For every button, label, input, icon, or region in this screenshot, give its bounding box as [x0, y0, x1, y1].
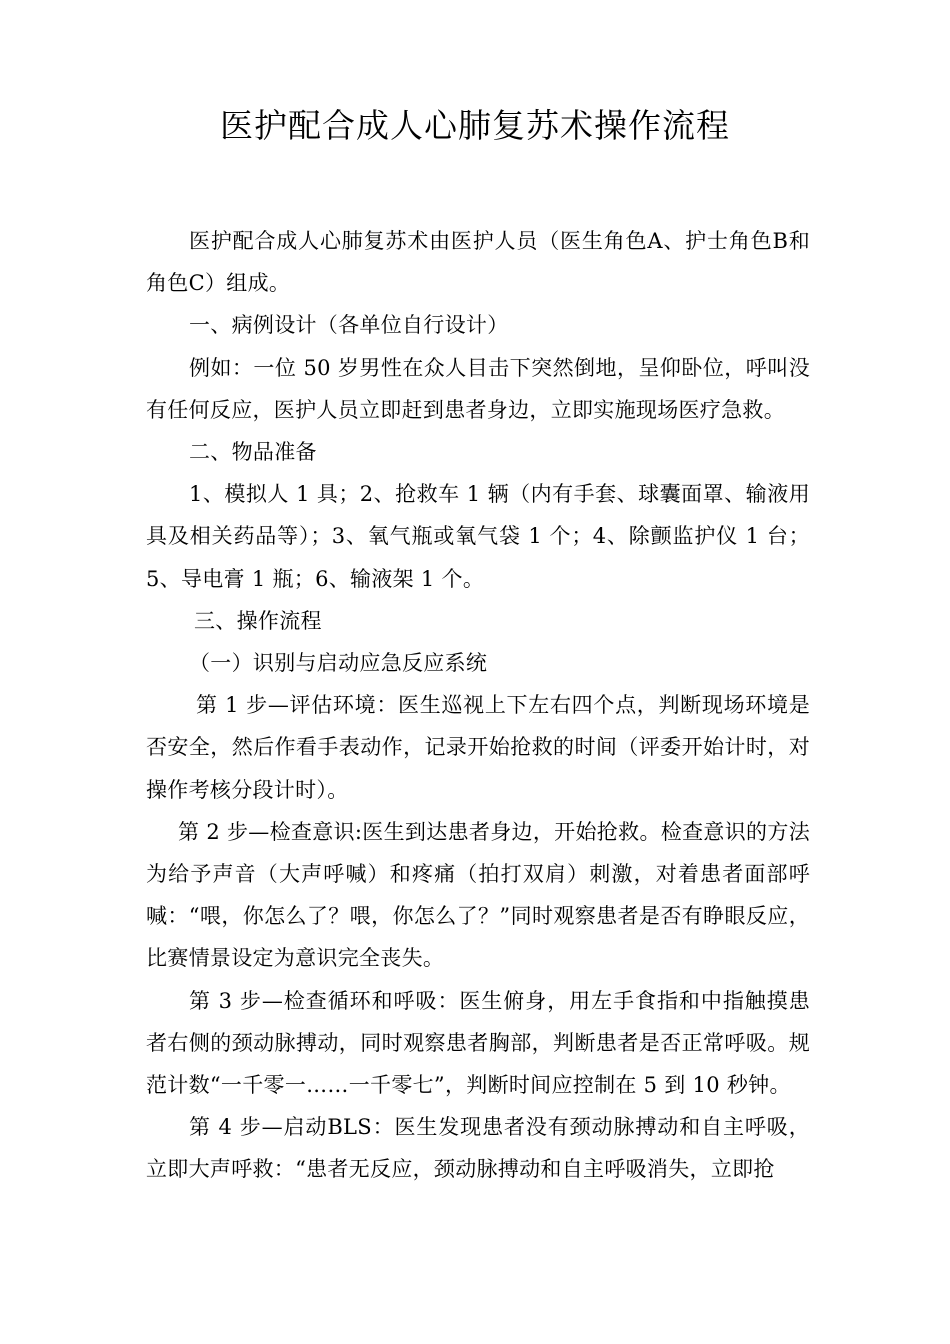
document-title: 医护配合成人心肺复苏术操作流程 — [220, 106, 730, 145]
section-heading-procedure: 三、操作流程 — [194, 608, 322, 633]
step-1-paragraph: 第 1 步—评估环境：医生巡视上下左右四个点，判断现场环境是否安全，然后作看手表动作，记录开始抢救的时间（评委开始计时，对操作考核分段计时）。 — [146, 693, 810, 802]
section-heading-supplies: 二、物品准备 — [189, 440, 317, 465]
intro-paragraph: 医护配合成人心肺复苏术由医护人员（医生角色A、护士角色B和角色C）组成。 — [146, 229, 810, 296]
step-4-paragraph: 第 4 步—启动BLS：医生发现患者没有颈动脉搏动和自主呼吸，立即大声呼救：“患者无反应，颈动脉搏动和自主呼吸消失，立即抢 — [146, 1115, 810, 1182]
step-3-paragraph: 第 3 步—检查循环和呼吸：医生俯身，用左手食指和中指触摸患者右侧的颈动脉搏动，同时观察患者胸部，判断患者是否正常呼吸。规范计数“一千零一……一千零七”，判断时间应控制在 5 到 10 秒钟。 — [146, 988, 810, 1098]
step-2-paragraph: 第 2 步—检查意识:医生到达患者身边，开始抢救。检查意识的方法为给予声音（大声呼喊）和疼痛（拍打双肩）刺激，对着患者面部呼喊：“喂，你怎么了？喂，你怎么了？”同时观察患者是否有睁眼反应，比赛情景设定为意识完全丧失。 — [146, 819, 810, 971]
case-example-paragraph: 例如：一位 50 岁男性在众人目击下突然倒地，呈仰卧位，呼叫没有任何反应，医护人员立即赶到患者身边，立即实施现场医疗急救。 — [146, 355, 810, 422]
subsection-heading-recognition: （一）识别与启动应急反应系统 — [189, 651, 488, 676]
document-body — [146, 220, 810, 1191]
supplies-list-paragraph: 1、模拟人 1 具；2、抢救车 1 辆（内有手套、球囊面罩、输液用具及相关药品等）；3、氧气瓶或氧气袋 1 个；4、除颤监护仪 1 台；5、导电膏 1 瓶；6、输液架 1 个。 — [146, 482, 810, 591]
section-heading-case-design: 一、病例设计（各单位自行设计） — [189, 313, 509, 338]
